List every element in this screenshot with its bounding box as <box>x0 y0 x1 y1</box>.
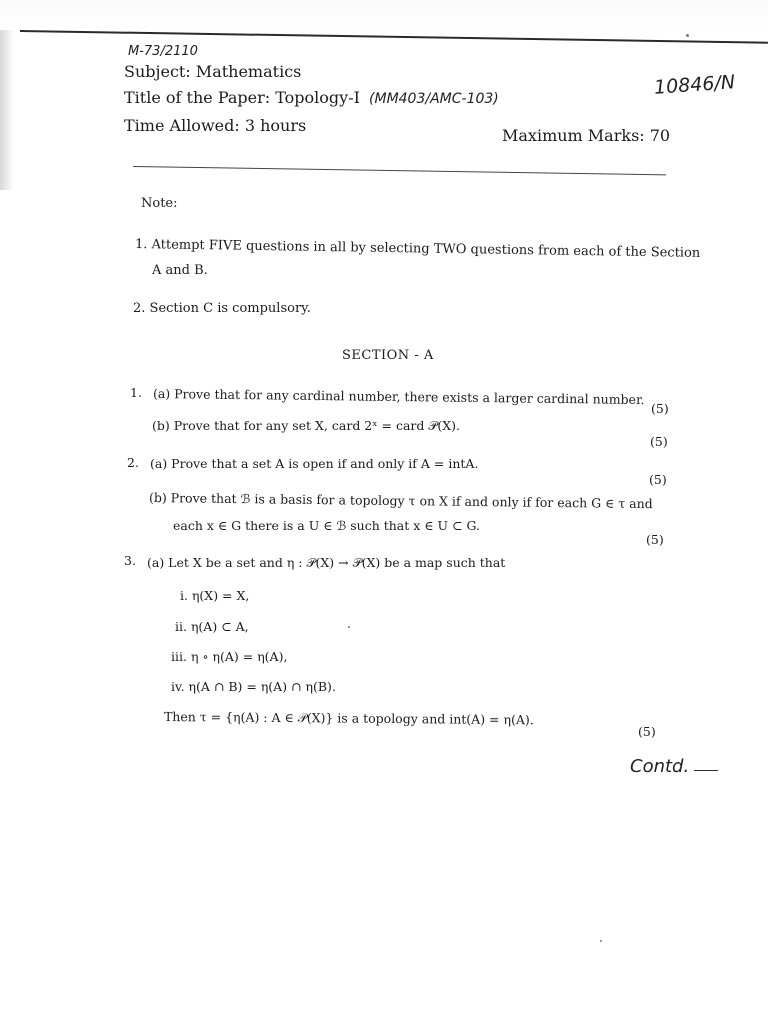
question-3-item-i: i. η(X) = X, <box>180 588 250 603</box>
subject-line: Subject: Mathematics <box>124 62 302 81</box>
note-item-1-line-2: A and B. <box>152 263 208 278</box>
continued-dash <box>694 770 718 771</box>
question-2a-marks: (5) <box>649 472 667 487</box>
scan-speck <box>348 626 350 628</box>
note-heading: Note: <box>141 196 178 211</box>
question-3-item-iv: iv. η(A ∩ B) = η(A) ∩ η(B). <box>171 679 336 694</box>
question-1b-marks: (5) <box>650 434 668 449</box>
question-1b: (b) Prove that for any set X, card 2ˣ = card 𝒫(X). <box>152 418 461 433</box>
paper-title-text: Title of the Paper: Topology-I <box>124 88 360 107</box>
question-2a: (a) Prove that a set A is open if and only if A = intA. <box>150 456 479 471</box>
question-2b-marks: (5) <box>646 532 664 547</box>
note-item-1-line-1: 1. Attempt FIVE questions in all by selecting TWO questions from each of the Section <box>134 237 701 261</box>
handwritten-code: M-73/2110 <box>128 44 198 59</box>
question-3a: (a) Let X be a set and η : 𝒫(X) → 𝒫(X) be a map such that <box>147 555 506 570</box>
paper-number: 10846/N <box>653 71 736 99</box>
paper-top-edge <box>20 30 768 44</box>
question-3-item-ii: ii. η(A) ⊂ A, <box>175 619 249 634</box>
question-2-number: 2. <box>127 455 139 470</box>
question-3-item-iii: iii. η ∘ η(A) = η(A), <box>171 649 288 664</box>
note-item-2: 2. Section C is compulsory. <box>133 301 311 316</box>
question-3-conclusion: Then τ = {η(A) : A ∈ 𝒫(X)} is a topology and int(A) = η(A). <box>163 709 534 728</box>
question-1a-marks: (5) <box>651 401 669 416</box>
question-1-number: 1. <box>130 385 142 400</box>
question-3-number: 3. <box>124 553 136 568</box>
scan-edge <box>0 0 768 30</box>
section-a-heading: SECTION - A <box>342 348 434 363</box>
question-2b-line-2: each x ∈ G there is a U ∈ ℬ such that x ∈ U ⊂ G. <box>173 518 480 533</box>
paper-code-handwritten: (MM403/AMC-103) <box>369 91 499 107</box>
question-3-marks: (5) <box>638 724 656 739</box>
maximum-marks: Maximum Marks: 70 <box>502 126 671 145</box>
scan-shadow <box>0 30 14 190</box>
question-2b-line-1: (b) Prove that ℬ is a basis for a topology τ on X if and only if for each G ∈ τ and <box>148 490 653 512</box>
scan-speck <box>600 940 602 942</box>
paper-title <box>124 88 499 107</box>
question-1a: (a) Prove that for any cardinal number, there exists a larger cardinal number. <box>152 386 645 408</box>
continued-note: Contd. <box>630 756 690 777</box>
header-divider <box>133 166 666 175</box>
time-allowed: Time Allowed: 3 hours <box>124 116 307 135</box>
scan-speck <box>686 34 689 37</box>
